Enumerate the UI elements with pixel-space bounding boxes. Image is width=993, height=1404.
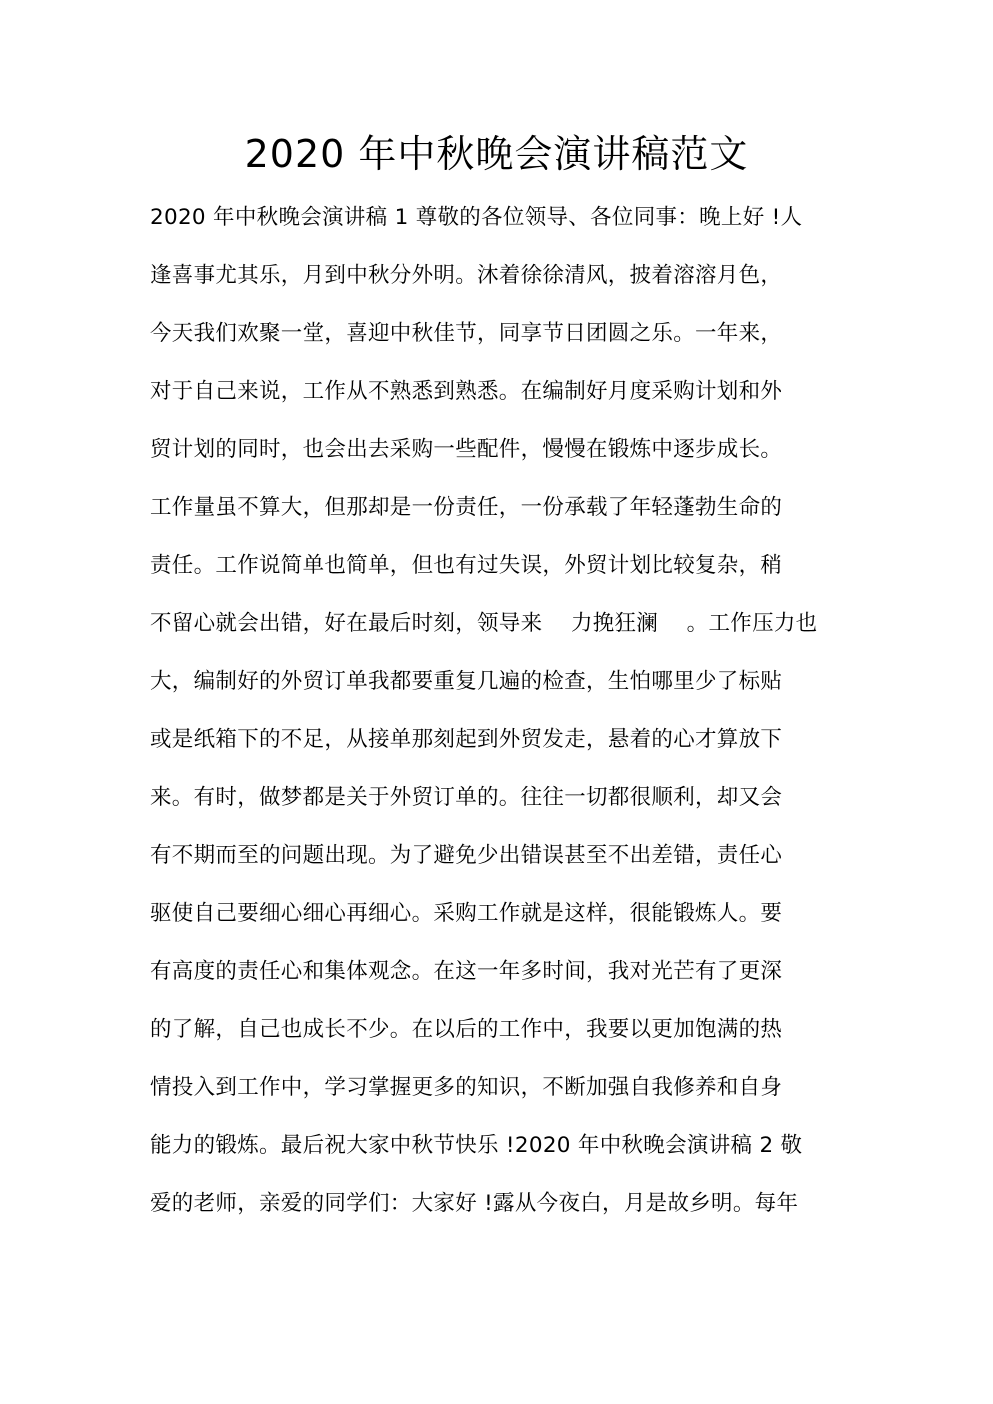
body-line-10: 或是纸箱下的不足，从接单那刻起到外贸发走，悬着的心才算放下: [150, 727, 783, 752]
body-line-9: 大，编制好的外贸订单我都要重复几遍的检查，生怕哪里少了标贴: [150, 669, 783, 694]
body-line-7: 责任。工作说简单也简单，但也有过失误，外贸计划比较复杂，稍: [150, 553, 783, 578]
body-line-5: 贸计划的同时，也会出去采购一些配件，慢慢在锻炼中逐步成长。: [150, 437, 783, 462]
body-line-11: 来。有时，做梦都是关于外贸订单的。往往一切都很顺利，却又会: [150, 785, 783, 810]
body-line-17: 能力的锻炼。最后祝大家中秋节快乐 !2020 年中秋晚会演讲稿 2 敬: [150, 1133, 803, 1158]
body-line-14: 有高度的责任心和集体观念。在这一年多时间，我对光芒有了更深: [150, 959, 783, 984]
body-line-1: 2020 年中秋晚会演讲稿 1 尊敬的各位领导、各位同事：晚上好 !人: [150, 205, 803, 230]
body-line-4: 对于自己来说，工作从不熟悉到熟悉。在编制好月度采购计划和外: [150, 379, 783, 404]
body-line-8: 不留心就会出错，好在最后时刻，领导来 力挽狂澜 。工作压力也: [150, 611, 818, 636]
body-line-6: 工作量虽不算大，但那却是一份责任，一份承载了年轻蓬勃生命的: [150, 495, 783, 520]
body-line-16: 情投入到工作中，学习掌握更多的知识，不断加强自我修养和自身: [150, 1075, 783, 1100]
body-line-15: 的了解，自己也成长不少。在以后的工作中，我要以更加饱满的热: [150, 1017, 783, 1042]
body-line-3: 今天我们欢聚一堂，喜迎中秋佳节，同享节日团圆之乐。一年来，: [150, 321, 783, 346]
document-title: 2020 年中秋晚会演讲稿范文: [244, 132, 749, 176]
body-line-13: 驱使自己要细心细心再细心。采购工作就是这样，很能锻炼人。要: [150, 901, 783, 926]
body-line-12: 有不期而至的问题出现。为了避免少出错误甚至不出差错，责任心: [150, 843, 783, 868]
body-line-2: 逢喜事尤其乐，月到中秋分外明。沐着徐徐清风，披着溶溶月色，: [150, 263, 783, 288]
body-line-18: 爱的老师，亲爱的同学们：大家好 !露从今夜白，月是故乡明。每年: [150, 1191, 799, 1216]
document-body: [150, 189, 850, 1233]
